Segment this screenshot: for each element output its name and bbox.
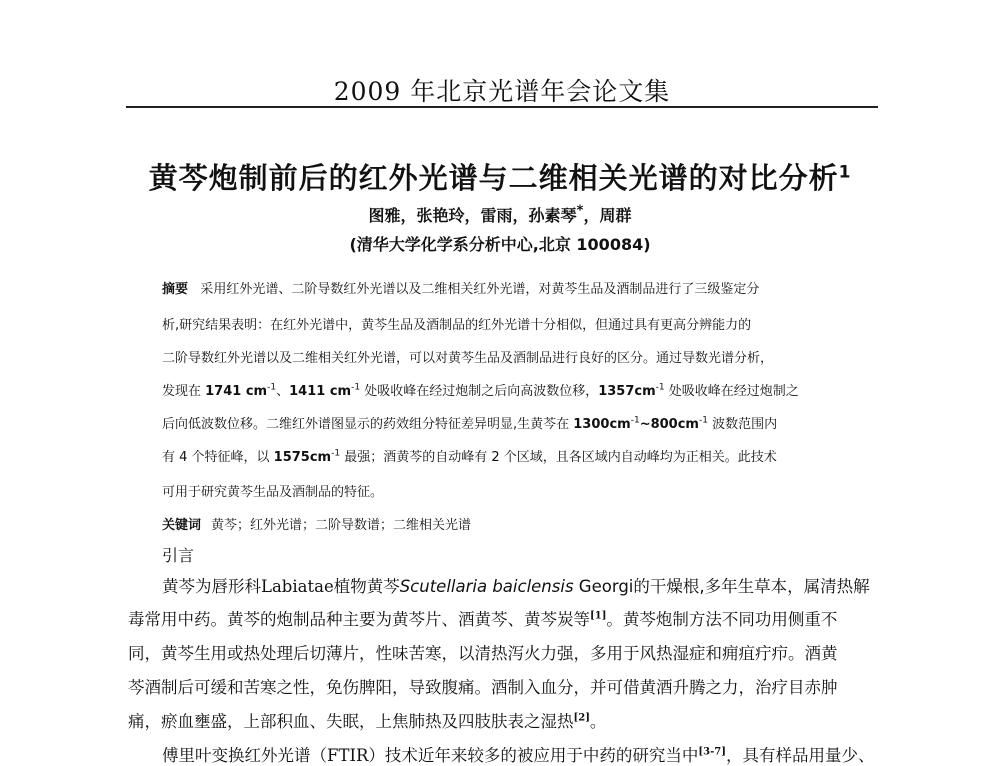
- intro-line-1: [162, 573, 870, 597]
- abs4-s1: -1: [267, 382, 277, 393]
- citation-2: [2]: [573, 712, 590, 724]
- intro-line-2: [128, 606, 837, 630]
- abs5-c: 波数范围内: [707, 417, 778, 432]
- paper-title: [100, 156, 900, 197]
- abs6-a: 有 4 个特征峰，以: [162, 450, 274, 465]
- intro2-a: 毒常用中药。黄芩的炮制品种主要为黄芩片、酒黄芩、黄芩炭等: [128, 610, 590, 629]
- abstract-label: 摘要: [162, 282, 189, 297]
- running-header: 2009 年北京光谱年会论文集: [333, 77, 671, 106]
- intro6-b: ，具有样品用量少、: [725, 746, 875, 765]
- author-list: [100, 203, 900, 226]
- corresponding-mark: *: [576, 203, 584, 219]
- authors-main: 图雅，张艳玲，雷雨，孙素琴: [368, 206, 577, 225]
- abs4-b: 、: [276, 384, 290, 399]
- abs5-n1: 1300cm: [573, 417, 631, 432]
- abstract-line-7: 可用于研究黄芩生品及酒制品的特征。: [162, 485, 384, 500]
- intro6-a: 傅里叶变换红外光谱（FTIR）技术近年来较多的被应用于中药的研究当中: [162, 746, 699, 765]
- abstract-line-1: [162, 278, 759, 297]
- abstract-line-5: [162, 413, 777, 432]
- abs5-b: ~: [639, 417, 651, 432]
- abstract-line-4: [162, 380, 799, 399]
- keywords-text: 黄芩；红外光谱；二阶导数谱；二维相关光谱: [211, 518, 472, 533]
- title-footnote-mark: 1: [838, 162, 852, 183]
- authors-tail: ，周群: [583, 206, 632, 225]
- abs6-n: 1575cm: [273, 450, 332, 465]
- abs4-n2: 1411 cm: [289, 384, 352, 399]
- intro-line-6: [162, 742, 874, 766]
- abs4-d: 处吸收峰在经过炮制之: [664, 384, 799, 399]
- abstract-text-1: 采用红外光谱、二阶导数红外光谱以及二维相关红外光谱，对黄芩生品及酒制品进行了三级鉴定分: [200, 282, 760, 297]
- abstract-line-3: 二阶导数红外光谱以及二维相关红外光谱，可以对黄芩生品及酒制品进行良好的区分。通过导数光谱分析，: [162, 351, 774, 366]
- abs5-a: 后向低波数位移。二维红外谱图显示的药效组分特征差异明显,生黄芩在: [162, 417, 574, 432]
- keywords-label: 关键词: [162, 518, 202, 533]
- abs4-s3: -1: [655, 382, 665, 393]
- abstract-line-6: [162, 446, 777, 465]
- citation-1: [1]: [590, 610, 607, 622]
- abs5-s2: -1: [698, 415, 708, 426]
- citation-3-7: [3-7]: [698, 746, 726, 758]
- intro1-a: 黄芩为唇形科Labiatae植物黄芩: [162, 577, 400, 596]
- intro5-a: 痛，瘀血壅盛，上部积血、失眠，上焦肺热及四肢肤表之湿热: [128, 712, 574, 731]
- keywords: [162, 514, 471, 533]
- intro-line-3: 同，黄芩生用或热处理后切薄片，性味苦寒，以清热泻火力强，多用于风热湿症和痈疽疔疖。酒黄: [128, 644, 838, 663]
- abs5-s1: -1: [630, 415, 640, 426]
- abs4-n3: 1357cm: [598, 384, 656, 399]
- intro5-b: 。: [589, 712, 607, 731]
- intro-line-4: 芩酒制后可缓和苦寒之性，免伤脾阳，导致腹痛。酒制入血分，并可借黄酒升腾之力，治疗目赤肿: [128, 678, 838, 697]
- affiliation: (清华大学化学系分析中心,北京 100084): [349, 235, 651, 254]
- abs4-c: 处吸收峰在经过炮制之后向高波数位移，: [360, 384, 599, 399]
- abs4-n1: 1741 cm: [205, 384, 268, 399]
- abs6-b: 最强；酒黄芩的自动峰有 2 个区域，且各区域内自动峰均为正相关。此技术: [340, 450, 777, 465]
- abs5-n2: 800cm: [650, 417, 699, 432]
- abstract-line-2: 析,研究结果表明：在红外光谱中，黄芩生品及酒制品的红外光谱十分相似，但通过具有更高分辨能力的: [162, 318, 752, 333]
- abs6-s: -1: [331, 448, 341, 459]
- intro-line-5: [128, 708, 606, 732]
- species-name: Scutellaria baiclensis: [399, 577, 574, 596]
- paper-title-text: 黄芩炮制前后的红外光谱与二维相关光谱的对比分析: [148, 161, 839, 195]
- abs4-a: 发现在: [162, 384, 206, 399]
- abs4-s2: -1: [351, 382, 361, 393]
- header-rule: [126, 106, 878, 108]
- intro1-b: Georgi的干燥根,多年生草本，属清热解: [573, 577, 870, 596]
- intro2-b: 。黄芩炮制方法不同功用侧重不: [606, 610, 838, 629]
- section-heading-intro: 引言: [162, 546, 195, 565]
